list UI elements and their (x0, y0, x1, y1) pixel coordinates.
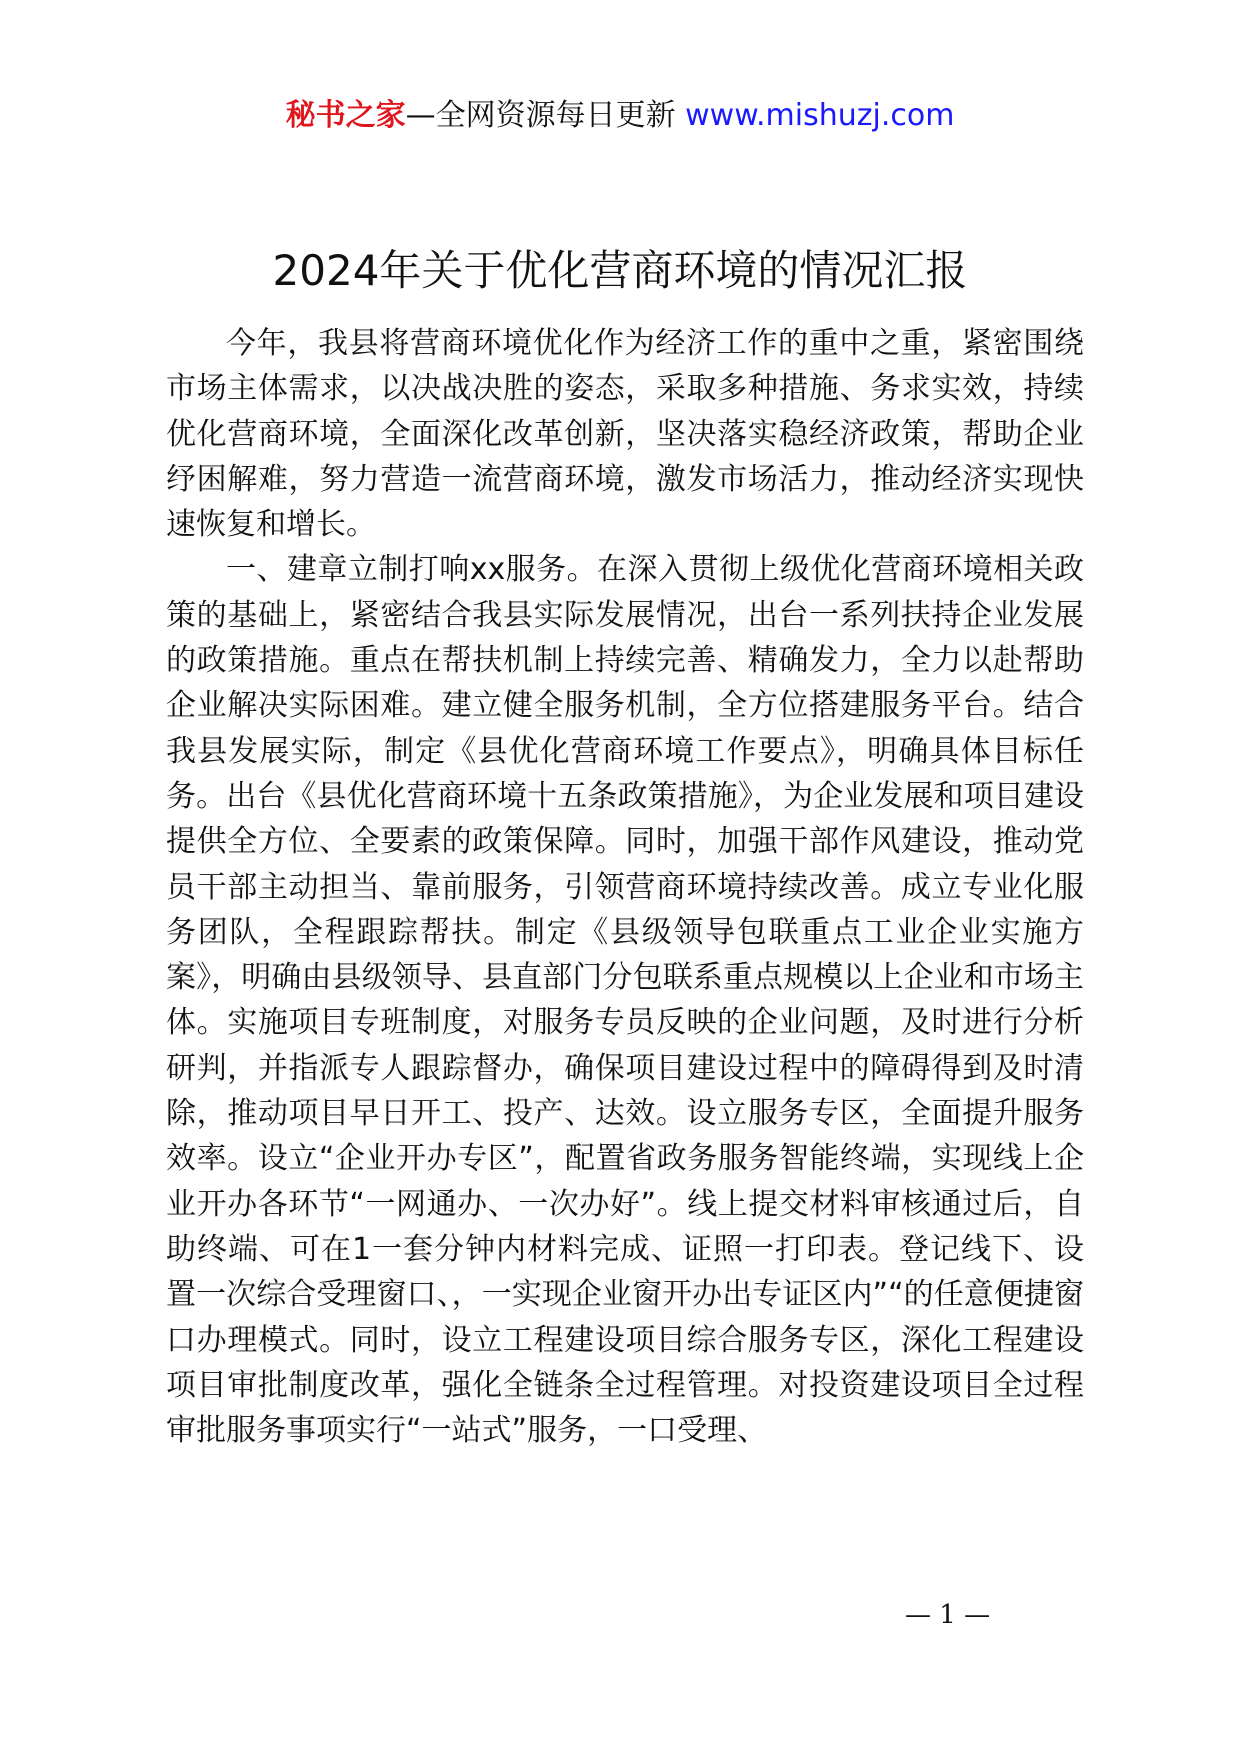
site-url-link[interactable]: www.mishuzj.com (685, 98, 955, 133)
page-number: — 1 — (905, 1600, 991, 1630)
site-header (0, 96, 1240, 136)
site-tagline: —全网资源每日更新 (405, 98, 676, 133)
paragraph-intro: 今年，我县将营商环境优化作为经济工作的重中之重，紧密围绕市场主体需求，以决战决胜的姿态，采取多种措施、务求实效，持续优化营商环境，全面深化改革创新，坚决落实稳经济政策，帮助企业纾困解难，努力营造一流营商环境，激发市场活力，推动经济实现快速恢复和增长。 (166, 326, 1084, 543)
document-title: 2024年关于优化营商环境的情况汇报 (272, 246, 968, 295)
site-brand: 秘书之家 (285, 98, 406, 133)
paragraph-section-1: 一、建章立制打响xx服务。在深入贯彻上级优化营商环境相关政策的基础上，紧密结合我县实际发展情况，出台一系列扶持企业发展的政策措施。重点在帮扶机制上持续完善、精确发力，全力以赴帮助企业解决实际困难。建立健全服务机制，全方位搭建服务平台。结合我县发展实际，制定《县优化营商环境工作要点》，明确具体目标任务。出台《县优化营商环境十五条政策措施》，为企业发展和项目建设提供全方位、全要素的政策保障。同时，加强干部作风建设，推动党员干部主动担当、靠前服务，引领营商环境持续改善。成立专业化服务团队，全程跟踪帮扶。制定《县级领导包联重点工业企业实施方案》，明确由县级领导、县直部门分包联系重点规模以上企业和市场主体。实施项目专班制度，对服务专员反映的企业问题，及时进行分析研判，并指派专人跟踪督办，确保项目建设过程中的障碍得到及时清除，推动项目早日开工、投产、达效。设立服务专区，全面提升服务效率。设立“企业开办专区”，配置省政务服务智能终端，实现线上企业开办各环节“一网通办、一次办好”。线上提交材料审核通过后，自助终端、可在1一套分钟内材料完成、证照一打印表。登记线下、设置一次综合受理窗口、，一实现企业窗开办出专证区内”“的任意便捷窗口办理模式。同时，设立工程建设项目综合服务专区，深化工程建设项目审批制度改革，强化全链条全过程管理。对投资建设项目全过程审批服务事项实行“一站式”服务，一口受理、 (166, 552, 1084, 1449)
document-body (166, 321, 1084, 1453)
